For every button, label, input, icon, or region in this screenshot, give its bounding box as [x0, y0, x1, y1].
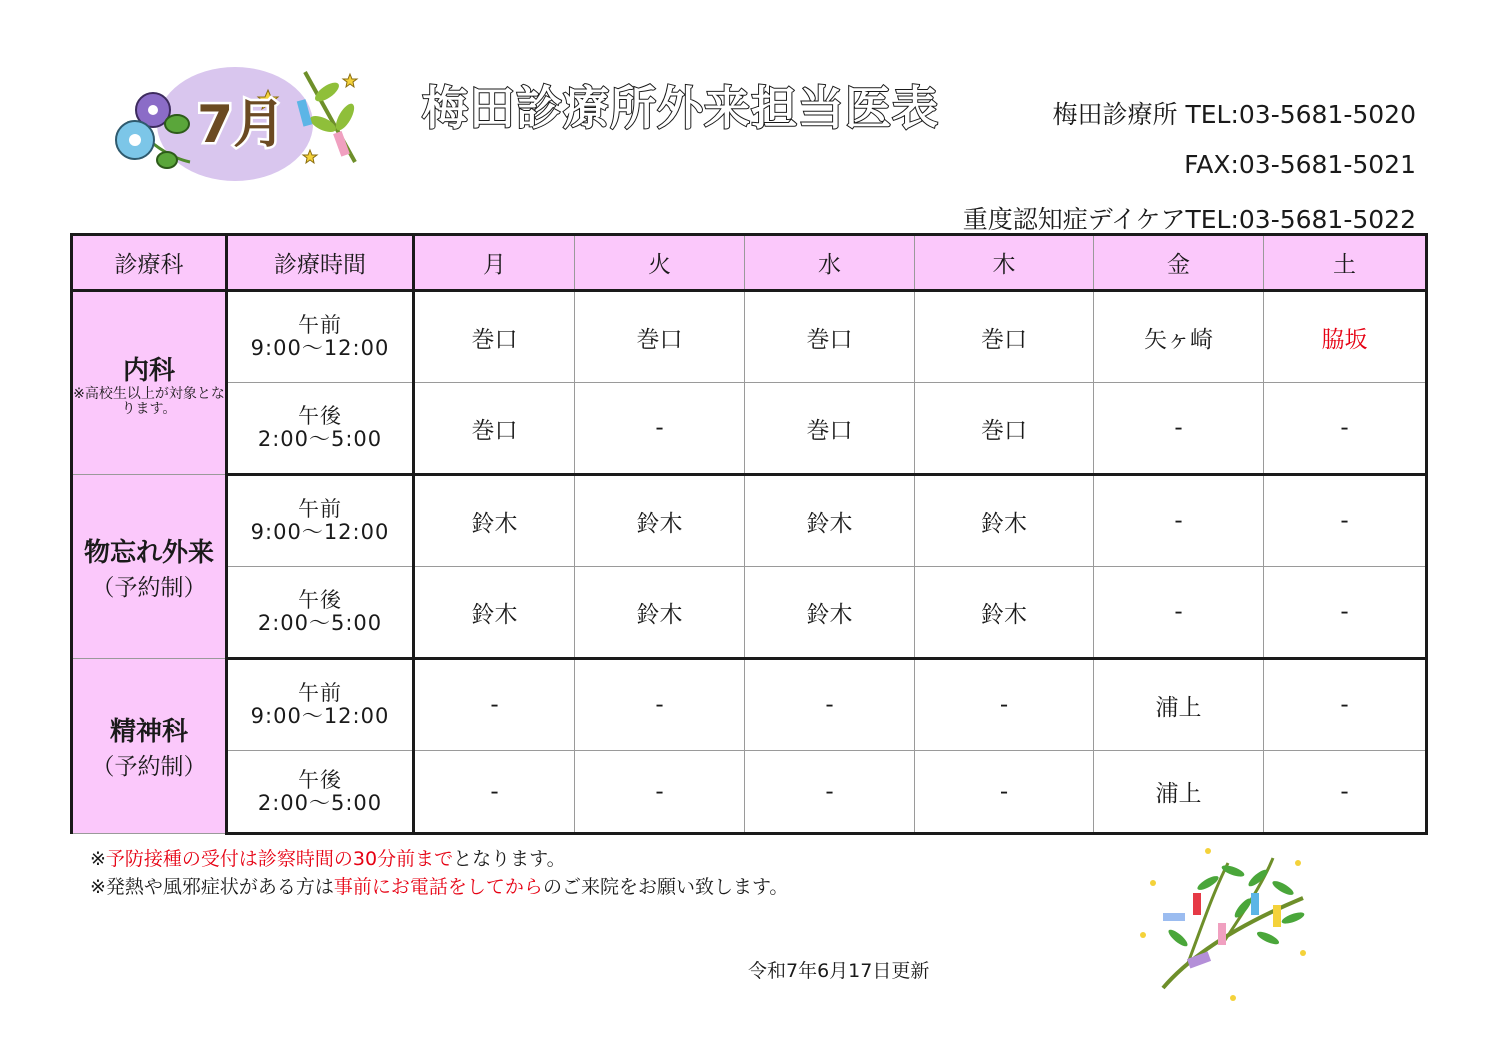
header-mon: 月 — [414, 235, 575, 291]
pm-hours: 2:00～5:00 — [257, 611, 383, 635]
doctor-cell: 鈴木 — [575, 475, 745, 567]
doctor-cell: - — [575, 383, 745, 475]
doctor-cell: 脇坂 — [1264, 291, 1427, 383]
doctor-cell: 矢ヶ崎 — [1094, 291, 1264, 383]
table-row — [72, 751, 1427, 834]
doctor-cell: 巻口 — [414, 383, 575, 475]
department-note: ※高校生以上が対象となります。 — [73, 385, 225, 417]
header-fri: 金 — [1094, 235, 1264, 291]
time-cell — [227, 659, 414, 751]
doctor-cell: 巻口 — [915, 383, 1094, 475]
time-cell — [227, 475, 414, 567]
note-text: ※ — [90, 848, 106, 870]
tanabata-bamboo-icon — [1133, 843, 1313, 1008]
doctor-cell: 巻口 — [915, 291, 1094, 383]
department-name: 物忘れ外来 — [83, 537, 214, 568]
department-cell — [72, 475, 227, 659]
clinic-fax: FAX:03-5681-5021 — [1184, 150, 1416, 179]
header-sat: 土 — [1264, 235, 1427, 291]
doctor-cell: - — [1264, 659, 1427, 751]
table-row — [72, 383, 1427, 475]
note-text: のご来院をお願い致します。 — [542, 876, 789, 898]
doctor-cell: 浦上 — [1094, 751, 1264, 834]
july-badge-illustration — [105, 62, 370, 187]
note-highlight: 予防接種の受付は診察時間の30分前まで — [105, 848, 454, 870]
doctor-cell: 浦上 — [1094, 659, 1264, 751]
doctor-cell: 鈴木 — [575, 567, 745, 659]
note-highlight: 事前にお電話をしてから — [333, 876, 543, 898]
department-sub: （予約制） — [91, 754, 207, 780]
page-title: 梅田診療所外来担当医表 — [422, 81, 939, 135]
doctor-cell: - — [1264, 475, 1427, 567]
header-wed: 水 — [745, 235, 915, 291]
header-row — [72, 235, 1427, 291]
header-tue: 火 — [575, 235, 745, 291]
doctor-cell: 巻口 — [575, 291, 745, 383]
table-row — [72, 567, 1427, 659]
doctor-cell: 鈴木 — [915, 475, 1094, 567]
pm-hours: 2:00～5:00 — [257, 427, 383, 451]
department-name: 精神科 — [109, 717, 188, 747]
doctor-cell: - — [1094, 475, 1264, 567]
doctor-cell: - — [414, 751, 575, 834]
department-name: 内科 — [122, 355, 175, 386]
time-cell — [227, 751, 414, 834]
doctor-cell: - — [1094, 383, 1264, 475]
doctor-cell: - — [745, 659, 915, 751]
department-sub: （予約制） — [91, 574, 207, 601]
time-cell — [227, 291, 414, 383]
daycare-phone: 重度認知症デイケアTEL:03-5681-5022 — [962, 205, 1416, 234]
header-hours: 診療時間 — [227, 235, 414, 291]
doctor-cell: - — [1264, 751, 1427, 834]
am-label: 午前 — [298, 681, 342, 705]
header-department: 診療科 — [72, 235, 227, 291]
am-label: 午前 — [298, 497, 342, 521]
doctor-cell: - — [1094, 567, 1264, 659]
doctor-cell: 鈴木 — [915, 567, 1094, 659]
am-hours: 9:00～12:00 — [250, 704, 390, 728]
doctor-cell: - — [575, 751, 745, 834]
pm-label: 午後 — [298, 404, 342, 428]
note-text: ※発熱や風邪症状がある方は — [90, 876, 334, 898]
time-cell — [227, 383, 414, 475]
department-cell — [72, 659, 227, 834]
am-hours: 9:00～12:00 — [250, 336, 390, 360]
clinic-phone: 梅田診療所 TEL:03-5681-5020 — [1052, 100, 1416, 129]
month-badge-text: 7月 — [197, 95, 286, 155]
pm-hours: 2:00～5:00 — [257, 790, 383, 815]
note-vaccination — [90, 844, 566, 871]
updated-date: 令和7年6月17日更新 — [748, 960, 930, 982]
header-thu: 木 — [915, 235, 1094, 291]
am-label: 午前 — [298, 313, 342, 337]
pm-label: 午後 — [298, 588, 342, 612]
table-row — [72, 291, 1427, 383]
table-row — [72, 659, 1427, 751]
doctor-cell: 鈴木 — [745, 475, 915, 567]
doctor-cell: - — [1264, 567, 1427, 659]
department-cell — [72, 291, 227, 475]
am-hours: 9:00～12:00 — [250, 520, 390, 544]
table-row — [72, 475, 1427, 567]
time-cell — [227, 567, 414, 659]
doctor-cell: - — [414, 659, 575, 751]
doctor-cell: 鈴木 — [414, 567, 575, 659]
doctor-cell: 巻口 — [414, 291, 575, 383]
note-text: となります。 — [453, 848, 566, 870]
doctor-cell: - — [915, 751, 1094, 834]
note-fever — [90, 872, 788, 899]
doctor-cell: 巻口 — [745, 291, 915, 383]
doctor-cell: - — [915, 659, 1094, 751]
doctor-cell: - — [745, 751, 915, 834]
doctor-cell: 鈴木 — [745, 567, 915, 659]
pm-label: 午後 — [298, 767, 342, 792]
doctor-cell: - — [1264, 383, 1427, 475]
doctor-cell: 鈴木 — [414, 475, 575, 567]
schedule-table — [70, 233, 1428, 835]
doctor-cell: - — [575, 659, 745, 751]
doctor-cell: 巻口 — [745, 383, 915, 475]
